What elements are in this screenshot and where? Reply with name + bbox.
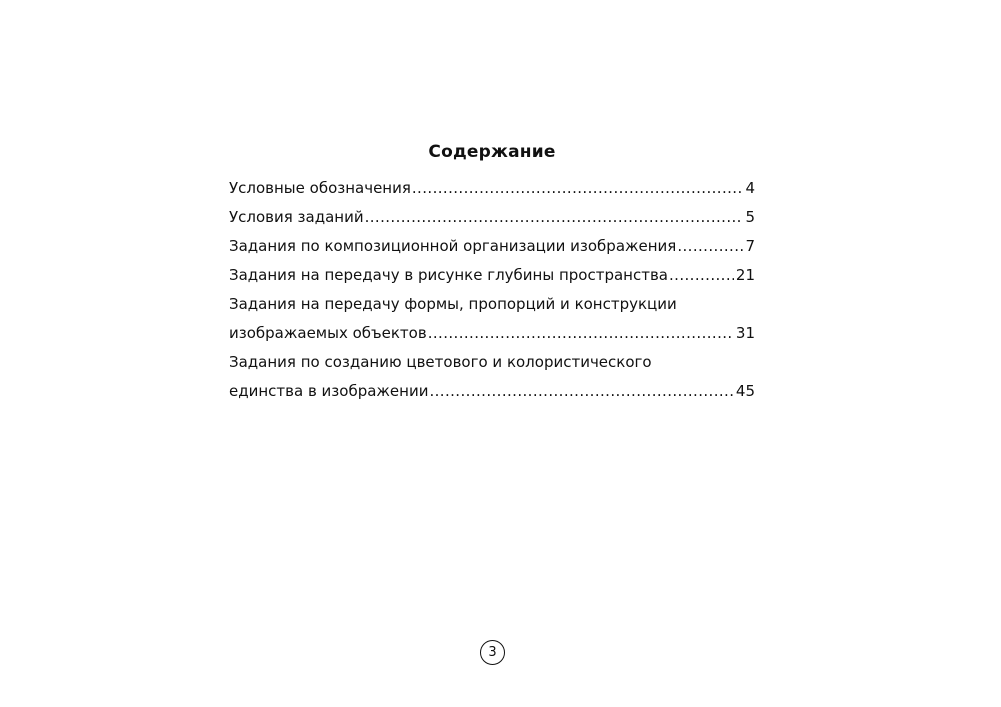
toc-entry-title-part: Задания на передачу формы, пропорций и конструкции xyxy=(229,295,677,313)
toc-entry-composition-tasks xyxy=(229,232,755,261)
toc-leader-dots xyxy=(669,261,734,290)
table-of-contents xyxy=(229,138,755,406)
toc-entry-color-tasks xyxy=(229,348,755,406)
toc-leader-dots xyxy=(428,319,734,348)
toc-line xyxy=(229,203,755,232)
toc-entry-title-part: Задания по созданию цветового и колористического xyxy=(229,353,652,371)
toc-entry-page: 5 xyxy=(745,208,755,226)
toc-title: Содержание xyxy=(428,142,556,162)
toc-entry-form-tasks xyxy=(229,290,755,348)
toc-line-first xyxy=(229,290,755,319)
toc-entry-depth-tasks xyxy=(229,261,755,290)
toc-entry-title: Задания на передачу в рисунке глубины пространства xyxy=(229,266,668,284)
toc-entry-title: Условия заданий xyxy=(229,208,364,226)
toc-entry-page: 31 xyxy=(735,324,755,342)
toc-entry-title: Условные обозначения xyxy=(229,179,411,197)
toc-leader-dots xyxy=(677,232,743,261)
toc-leader-dots xyxy=(365,203,744,232)
page-number: 3 xyxy=(488,645,497,660)
toc-line xyxy=(229,174,755,203)
toc-entry-page: 4 xyxy=(745,179,755,197)
toc-entry-page: 45 xyxy=(735,382,755,400)
toc-entry-title: Задания по композиционной организации изображения xyxy=(229,237,677,255)
toc-line xyxy=(229,377,755,406)
toc-entry-task-conditions xyxy=(229,203,755,232)
toc-line xyxy=(229,261,755,290)
toc-entry-title: единства в изображении xyxy=(229,382,429,400)
toc-leader-dots xyxy=(429,377,733,406)
toc-entry-symbols xyxy=(229,174,755,203)
toc-entry-page: 7 xyxy=(745,237,755,255)
toc-leader-dots xyxy=(412,174,744,203)
toc-line-first xyxy=(229,348,755,377)
toc-entry-title: изображаемых объектов xyxy=(229,324,427,342)
toc-line xyxy=(229,319,755,348)
toc-line xyxy=(229,232,755,261)
toc-entry-page: 21 xyxy=(735,266,755,284)
page-number-badge xyxy=(480,640,505,665)
